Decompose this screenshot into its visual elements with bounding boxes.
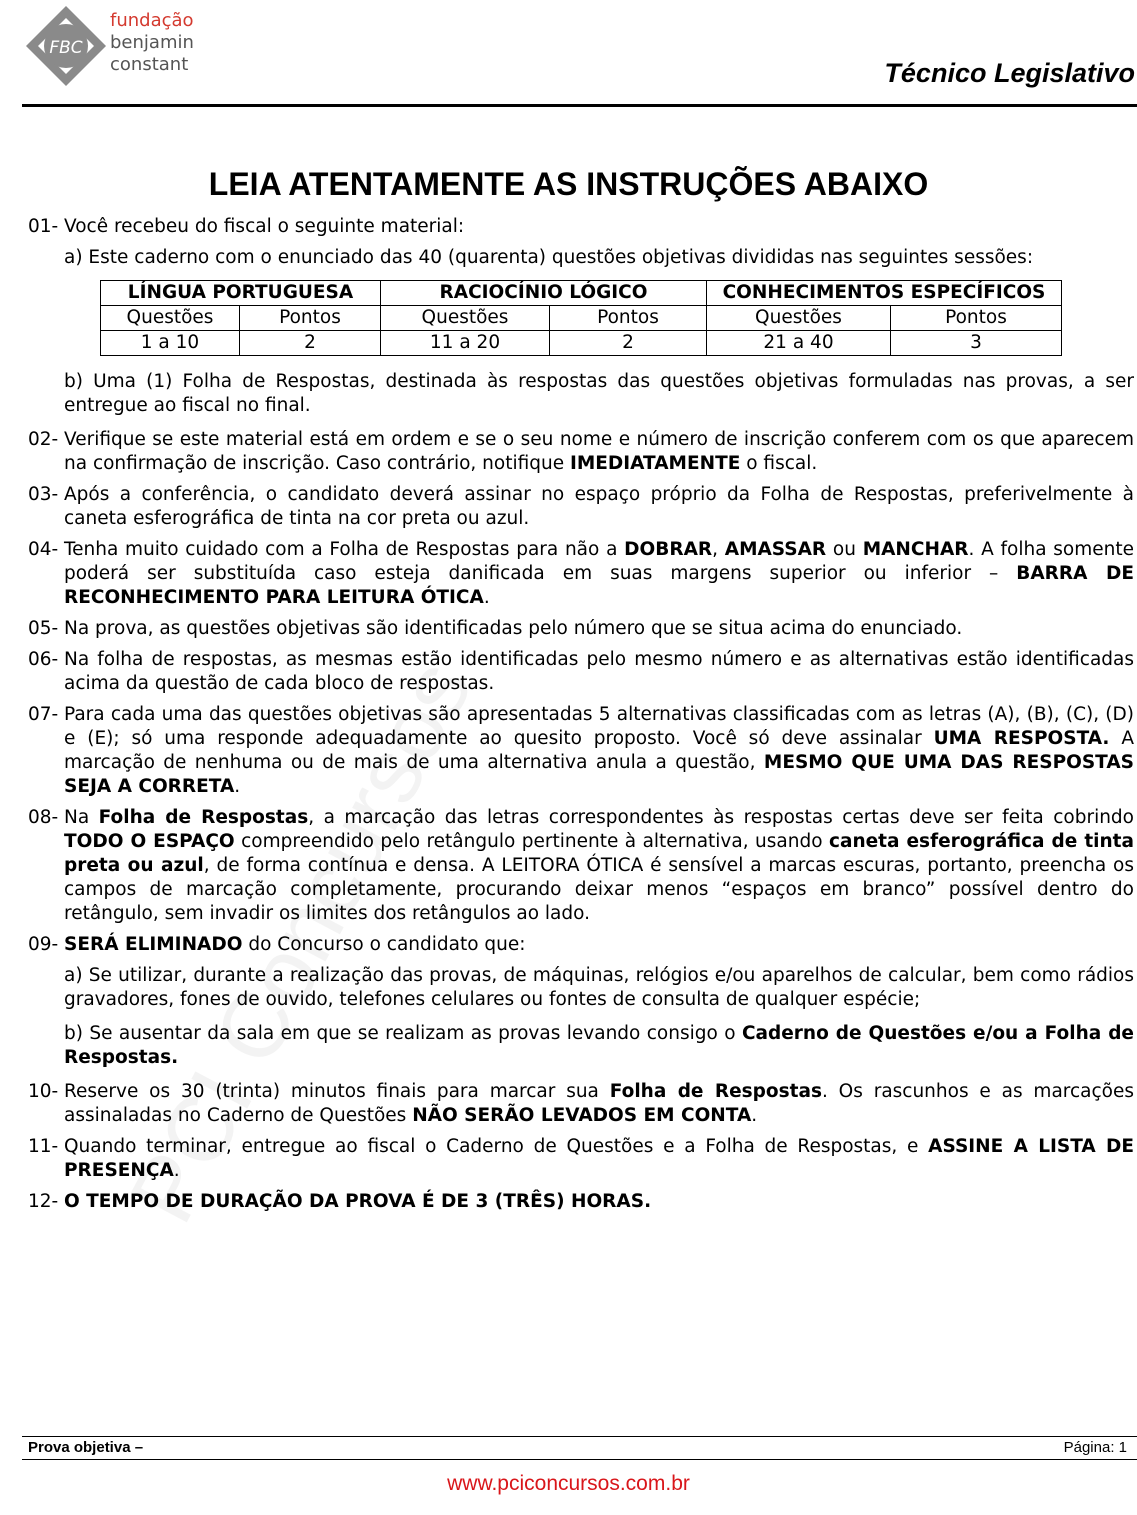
item-text: . xyxy=(173,1160,180,1181)
instruction-12 xyxy=(28,1190,1134,1214)
page-header xyxy=(22,0,1137,107)
logo-line-3: constant xyxy=(110,54,189,75)
item-number: 10- xyxy=(28,1081,59,1102)
item-bold: Folha de Respostas xyxy=(609,1081,822,1102)
instruction-02 xyxy=(28,428,1134,476)
instruction-08 xyxy=(28,806,1134,926)
item-bold: IMEDIATAMENTE xyxy=(570,453,741,474)
item-text: Na folha de respostas, as mesmas estão identificadas pelo mesmo número e as alternativas estão identificadas acima da questão de cada bloco de respostas. xyxy=(64,649,1134,694)
item-text: Verifique se este material está em ordem e se o seu nome e número de inscrição conferem com os que aparecem na confirmação de inscrição. Caso contrário, notifique xyxy=(64,429,1134,474)
table-row xyxy=(101,281,1062,306)
item-bold: UMA RESPOSTA. xyxy=(933,728,1110,749)
item-number: 06- xyxy=(28,649,59,670)
logo-monogram: FBC xyxy=(49,38,83,58)
table-cell: 1 a 10 xyxy=(101,331,240,356)
item-text: b) Se ausentar da sala em que se realizam as provas levando consigo o xyxy=(64,1023,742,1044)
item-bold: caneta esferográfica de tinta preta ou azul xyxy=(64,831,1135,876)
item-text: Após a conferência, o candidato deverá assinar no espaço próprio da Folha de Respostas, preferivelmente à caneta esferográfica de tinta na cor preta ou azul. xyxy=(64,484,1134,529)
page-number: Página: 1 xyxy=(1063,1439,1127,1456)
instruction-01a: a) Este caderno com o enunciado das 40 (quarenta) questões objetivas divididas nas seguintes sessões: xyxy=(64,247,1034,268)
page-footer xyxy=(22,1436,1137,1460)
item-bold: NÃO SERÃO LEVADOS EM CONTA xyxy=(412,1105,752,1126)
item-number: 03- xyxy=(28,484,59,505)
table-cell: Questões xyxy=(101,306,240,331)
item-text: , a marcação das letras correspondentes às respostas certas deve ser feita cobrindo xyxy=(308,807,1134,828)
instruction-06 xyxy=(28,648,1134,696)
instruction-05 xyxy=(28,617,1134,641)
table-row xyxy=(101,306,1062,331)
item-bold: DOBRAR xyxy=(624,539,713,560)
table-cell: 2 xyxy=(550,331,707,356)
site-url[interactable]: www.pciconcursos.com.br xyxy=(447,1472,690,1495)
table-cell: 3 xyxy=(891,331,1062,356)
instruction-07 xyxy=(28,703,1134,799)
table-cell: 11 a 20 xyxy=(381,331,550,356)
item-bold: SERÁ ELIMINADO xyxy=(64,934,243,955)
item-text: A marcação de nenhuma ou de mais de uma alternativa anula a questão, xyxy=(64,728,1134,773)
logo-mark xyxy=(24,4,108,88)
item-number: 04- xyxy=(28,539,59,560)
table-cell: Pontos xyxy=(550,306,707,331)
item-bold: Caderno de Questões e/ou a Folha de Respostas. xyxy=(64,1023,1134,1068)
section-header: CONHECIMENTOS ESPECÍFICOS xyxy=(707,281,1062,306)
instruction-09a: a) Se utilizar, durante a realização das provas, de máquinas, relógios e/ou aparelhos de calcular, bem como rádios gravadores, fones de ouvido, telefones celulares ou fontes de consulta de qualquer espécie; xyxy=(64,965,1134,1010)
item-number: 08- xyxy=(28,807,59,828)
logo-line-1: fundação xyxy=(110,10,194,31)
section-header: RACIOCÍNIO LÓGICO xyxy=(381,281,707,306)
item-bold: O TEMPO DE DURAÇÃO DA PROVA É DE 3 (TRÊS) HORAS. xyxy=(64,1191,652,1212)
page-title: LEIA ATENTAMENTE AS INSTRUÇÕES ABAIXO xyxy=(208,166,929,202)
item-text: ou xyxy=(826,539,863,560)
item-bold: ASSINE A LISTA DE PRESENÇA xyxy=(64,1136,1134,1181)
instruction-04 xyxy=(28,538,1134,610)
sessions-table xyxy=(100,280,1062,356)
item-number: 09- xyxy=(28,934,59,955)
item-bold: MANCHAR xyxy=(862,539,969,560)
item-text: . xyxy=(483,587,490,608)
item-text: , xyxy=(712,539,725,560)
item-text: Você recebeu do fiscal o seguinte material: xyxy=(64,216,465,237)
table-cell: Pontos xyxy=(240,306,381,331)
item-text: Quando terminar, entregue ao fiscal o Caderno de Questões e a Folha de Respostas, e xyxy=(64,1136,929,1157)
table-cell: 21 a 40 xyxy=(707,331,891,356)
item-text: . xyxy=(234,776,241,797)
doc-title: Técnico Legislativo xyxy=(884,58,1135,88)
item-text: Reserve os 30 (trinta) minutos finais para marcar sua xyxy=(64,1081,610,1102)
item-number: 01- xyxy=(28,216,59,237)
item-text: . Os rascunhos e as marcações assinaladas no Caderno de Questões xyxy=(64,1081,1134,1126)
item-text: , de forma contínua e densa. A LEITORA ÓTICA é sensível a marcas escuras, portanto, preencha os campos de marcação completamente, procurando deixar menos “espaços em branco” possível dentro do retângulo, sem invadir os limites dos retângulos ao lado. xyxy=(64,855,1134,924)
logo-text xyxy=(110,10,194,76)
instruction-09 xyxy=(28,933,1134,957)
table-cell: 2 xyxy=(240,331,381,356)
table-row xyxy=(101,331,1062,356)
item-text: compreendido pelo retângulo pertinente à alternativa, usando xyxy=(234,831,829,852)
item-number: 05- xyxy=(28,618,59,639)
item-number: 11- xyxy=(28,1136,59,1157)
instruction-03 xyxy=(28,483,1134,531)
item-bold: BARRA DE RECONHECIMENTO PARA LEITURA ÓTICA xyxy=(64,563,1135,608)
item-text: . A folha somente poderá ser substituída caso esteja danificada em suas margens superior ou inferior – xyxy=(64,539,1134,584)
table-cell: Questões xyxy=(381,306,550,331)
item-bold: AMASSAR xyxy=(724,539,827,560)
item-text: . xyxy=(751,1105,758,1126)
instructions xyxy=(28,215,1134,1221)
table-cell: Pontos xyxy=(891,306,1062,331)
instruction-10 xyxy=(28,1080,1134,1128)
item-text: Para cada uma das questões objetivas são apresentadas 5 alternativas classificadas com as letras (A), (B), (C), (D) e (E); só uma responde adequadamente ao quesito proposto. Você só deve assinalar xyxy=(64,704,1134,749)
instruction-09b xyxy=(64,1022,1134,1070)
logo-line-2: benjamin xyxy=(110,32,194,53)
item-number: 07- xyxy=(28,704,59,725)
item-text: do Concurso o candidato que: xyxy=(242,934,526,955)
footer-label: Prova objetiva – xyxy=(28,1439,144,1456)
item-bold: Folha de Respostas xyxy=(98,807,309,828)
section-header: LÍNGUA PORTUGUESA xyxy=(101,281,381,306)
item-text: Na xyxy=(64,807,99,828)
item-bold: MESMO QUE UMA DAS RESPOSTAS SEJA A CORRETA xyxy=(64,752,1135,797)
item-text: Na prova, as questões objetivas são identificadas pelo número que se situa acima do enunciado. xyxy=(64,618,963,639)
item-number: 02- xyxy=(28,429,59,450)
item-number: 12- xyxy=(28,1191,59,1212)
instruction-01 xyxy=(28,215,1134,239)
item-text: Tenha muito cuidado com a Folha de Respostas para não a xyxy=(64,539,625,560)
instruction-11 xyxy=(28,1135,1134,1183)
instruction-01b: b) Uma (1) Folha de Respostas, destinada às respostas das questões objetivas formuladas nas provas, a ser entregue ao fiscal no final. xyxy=(64,371,1134,416)
item-text: o fiscal. xyxy=(740,453,818,474)
logo xyxy=(24,4,224,88)
item-bold: TODO O ESPAÇO xyxy=(64,831,235,852)
table-cell: Questões xyxy=(707,306,891,331)
